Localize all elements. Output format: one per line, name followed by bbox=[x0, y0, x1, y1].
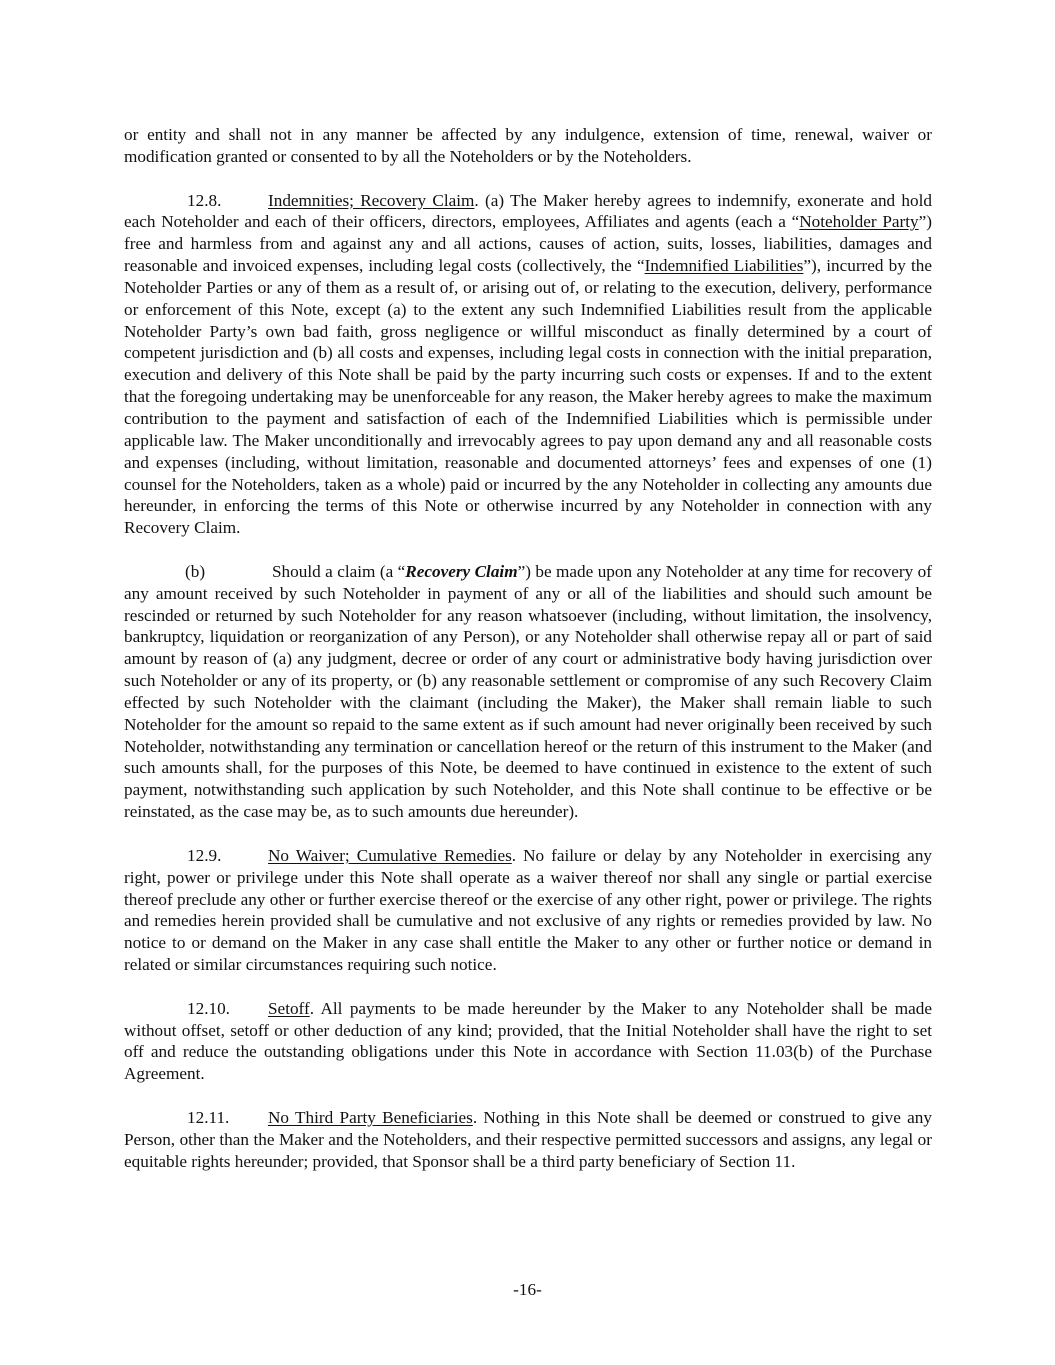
defined-term: Recovery Claim bbox=[405, 561, 518, 581]
section-text: . Nothing in this Note shall be deemed or construed to give any Person, other than the Maker and the Noteholders, and their respective permitted successors and assigns, any legal or equitable rights hereunder; provided, that Sponsor shall be a third party beneficiary of Section 11. bbox=[124, 1107, 932, 1171]
section-heading: No Third Party Beneficiaries bbox=[268, 1107, 473, 1127]
section-text: ”) be made upon any Noteholder at any time for recovery of any amount received by such Noteholder in payment of any or all of the liabilities and should such amount be rescinded or returned by such Noteholder for any reason whatsoever (including, without limitation, the insolvency, bankruptcy, liquidation or reorganization of any Person), or any Noteholder shall otherwise repay all or part of said amount by reason of (a) any judgment, decree or order of any court or administrative body having jurisdiction over such Noteholder or any of its property, or (b) any reasonable settlement or compromise of any such Recovery Claim effected by such Noteholder with the claimant (including the Maker), the Maker shall remain liable to such Noteholder for the amount so repaid to the same extent as if such amount had never originally been received by such Noteholder, notwithstanding any termination or cancellation hereof or the return of this instrument to the Maker (and such amounts shall, for the purposes of this Note, be deemed to have continued in existence to the extent of such payment, notwithstanding such application by such Noteholder, and this Note shall continue to be effective or be reinstated, as the case may be, as to such amounts due hereunder). bbox=[124, 561, 932, 822]
section-text: . (a) The Maker hereby agrees to indemnify, exonerate and hold each Noteholder and each of their officers, directors, employees, Affiliates and agents (each a “ bbox=[124, 190, 932, 232]
section-number: 12.10. bbox=[187, 998, 230, 1018]
section-number: 12.11. bbox=[187, 1107, 230, 1127]
section-text: ”) free and harmless from and against any and all actions, causes of action, suits, losses, liabilities, damages and reasonable and invoiced expenses, including legal costs (collectively, the “ bbox=[124, 212, 932, 276]
section-12-8-b bbox=[124, 561, 932, 823]
section-heading: Setoff bbox=[268, 998, 310, 1018]
document-page bbox=[124, 124, 932, 1173]
section-number: 12.9. bbox=[187, 845, 222, 865]
section-12-11 bbox=[124, 1107, 932, 1173]
section-12-8 bbox=[124, 190, 932, 540]
section-text: Should a claim (a “ bbox=[272, 561, 406, 581]
section-12-10 bbox=[124, 998, 932, 1085]
defined-term: Indemnified Liabilities bbox=[644, 256, 804, 276]
defined-term: Noteholder Party bbox=[799, 212, 919, 232]
section-text: . No failure or delay by any Noteholder in exercising any right, power or privilege under this Note shall operate as a waiver thereof nor shall any single or partial exercise thereof preclude any other or further exercise thereof or the exercise of any other right, power or privilege. The rights and remedies herein provided shall be cumulative and not exclusive of any rights or remedies provided by law. No notice to or demand on the Maker in any case shall entitle the Maker to any other or further notice or demand in related or similar circumstances requiring such notice. bbox=[124, 845, 933, 975]
subsection-label: (b) bbox=[185, 561, 206, 581]
section-12-9 bbox=[124, 845, 932, 976]
section-heading: No Waiver; Cumulative Remedies bbox=[268, 845, 512, 865]
section-text: . All payments to be made hereunder by the Maker to any Noteholder shall be made without offset, setoff or other deduction of any kind; provided, that the Initial Noteholder shall have the right to set off and reduce the outstanding obligations under this Note in accordance with Section 11.03(b) of the Purchase Agreement. bbox=[124, 998, 932, 1084]
section-number: 12.8. bbox=[187, 190, 222, 210]
intro-paragraph: or entity and shall not in any manner be affected by any indulgence, extension of time, renewal, waiver or modification granted or consented to by all the Noteholders or by the Noteholders. bbox=[124, 125, 932, 166]
section-text: ”), incurred by the Noteholder Parties or any of them as a result of, or arising out of, or relating to the execution, delivery, performance or enforcement of this Note, except (a) to the extent any such Indemnified Liabilities result from the applicable Noteholder Party’s own bad faith, gross negligence or willful misconduct as finally determined by a court of competent jurisdiction and (b) all costs and expenses, including legal costs in connection with the initial preparation, execution and delivery of this Note shall be paid by the party incurring such costs or expenses. If and to the extent that the foregoing undertaking may be unenforceable for any reason, the Maker hereby agrees to make the maximum contribution to the payment and satisfaction of each of the Indemnified Liabilities which is permissible under applicable law. The Maker unconditionally and irrevocably agrees to pay upon demand any and all reasonable costs and expenses (including, without limitation, reasonable and documented attorneys’ fees and expenses of one (1) counsel for the Noteholders, taken as a whole) paid or incurred by the any Noteholder in collecting any amounts due hereunder, in enforcing the terms of this Note or otherwise incurred by any Noteholder in connection with any Recovery Claim. bbox=[124, 256, 932, 538]
page-number: -16- bbox=[513, 1280, 542, 1299]
section-heading: Indemnities; Recovery Claim bbox=[268, 190, 475, 210]
